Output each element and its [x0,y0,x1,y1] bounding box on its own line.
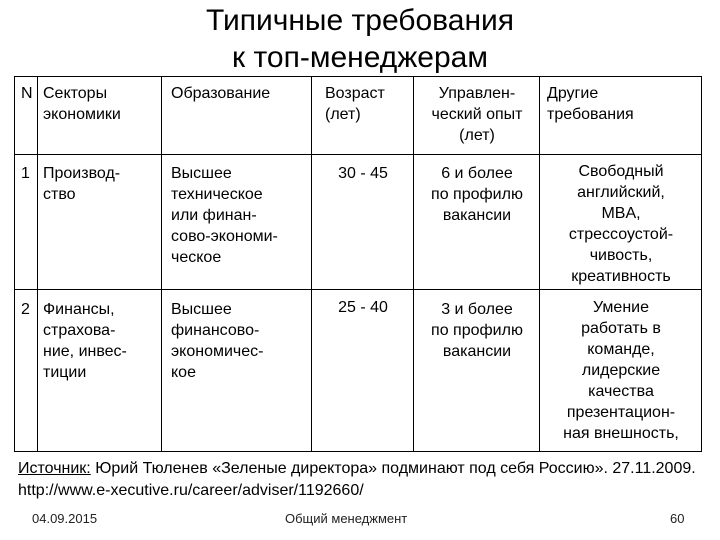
footer-date: 04.09.2015 [32,511,98,526]
row-2-n: 2 [21,301,30,318]
row-1-sector: Производ- ство [43,165,121,203]
row-2-other: Умение работать в команде, лидерские качества презентацион- ная внешность, [563,299,679,442]
slide-title [0,2,720,76]
header-other: Другие требования [547,85,634,123]
footer-course: Общий менеджмент [285,511,408,526]
source-text: Юрий Тюленев «Зеленые директора» подминают под себя Россию». 27.11.2009. http://www.e-xecutive.ru/career/adviser/1192660/ [18,460,696,499]
slide-title-line-1: Типичные требования [205,4,515,37]
row-1-age: 30 - 45 [338,165,388,182]
source-note [18,458,708,502]
header-age: Возраст (лет) [325,85,385,123]
source-label: Источник: [18,460,91,477]
header-experience: Управлен- ческий опыт (лет) [431,85,523,144]
header-education: Образование [171,85,271,102]
table-divider [161,77,162,451]
row-1-n: 1 [21,165,30,182]
table-divider [539,77,540,451]
row-2-sector: Финансы, страхова- ние, инвес- тиции [43,301,127,381]
table-divider [311,77,312,451]
row-2-experience: 3 и более по профилю вакансии [431,301,523,360]
table-divider [15,289,701,290]
header-sector: Секторы экономики [43,85,121,123]
table-divider [15,154,701,155]
row-2-education: Высшее финансово- экономичес- кое [171,301,264,381]
table-divider [413,77,414,451]
footer-page-number: 60 [670,511,685,526]
header-n: N [21,85,33,102]
row-1-other: Свободный английский, MBA, стрессоустой- чивость, креативность [568,163,674,285]
row-1-experience: 6 и более по профилю вакансии [431,165,523,224]
table-divider [37,77,38,451]
row-1-education: Высшее техническое или финан- сово-экономи- ческое [171,165,278,266]
slide-title-line-2: к топ-менеджерам [232,41,488,74]
requirements-table [14,76,702,452]
row-2-age: 25 - 40 [338,299,388,316]
